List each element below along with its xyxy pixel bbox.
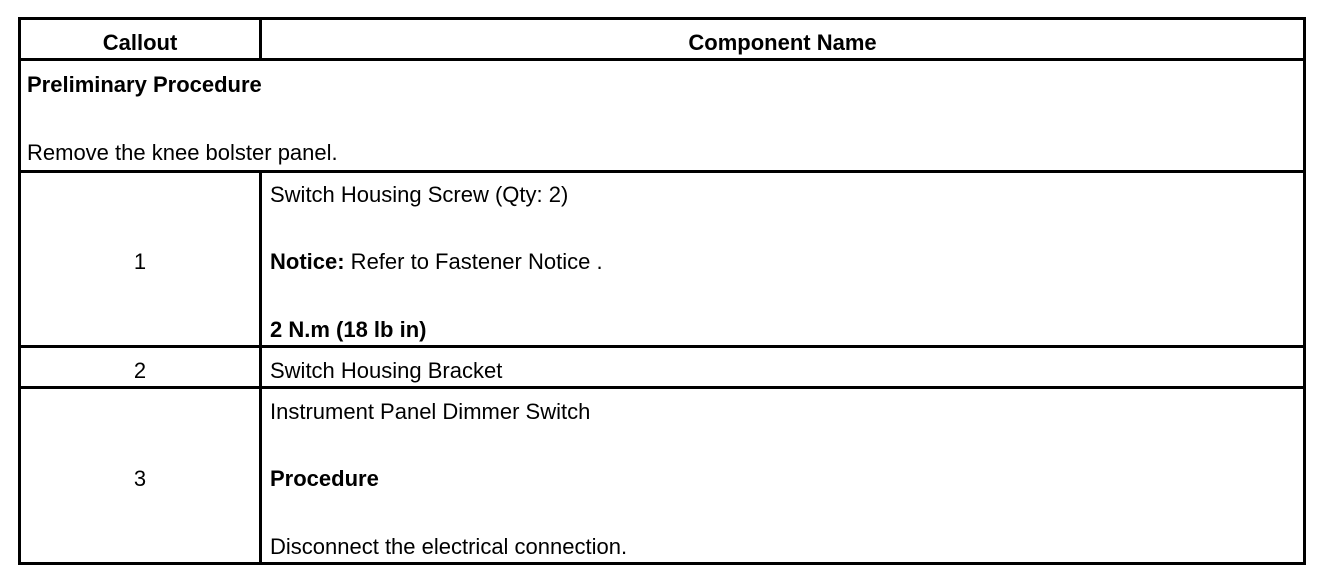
header-component-name: Component Name <box>688 30 877 55</box>
header-callout: Callout <box>102 30 178 55</box>
callout-3: 3 <box>133 466 147 491</box>
row-divider <box>21 58 1303 61</box>
notice-label: Notice: <box>270 249 345 274</box>
component-1-torque: 2 N.m (18 lb in) <box>270 317 427 342</box>
row-divider <box>21 345 1303 348</box>
preliminary-title: Preliminary Procedure <box>27 72 262 97</box>
preliminary-text: Remove the knee bolster panel. <box>27 140 338 165</box>
component-2-name: Switch Housing Bracket <box>270 358 503 383</box>
notice-text: Refer to Fastener Notice . <box>344 249 603 274</box>
component-3-procedure-label: Procedure <box>270 466 379 491</box>
row-divider <box>21 386 1303 389</box>
component-table <box>18 17 1306 565</box>
column-divider <box>259 173 262 562</box>
row-divider <box>21 170 1303 173</box>
component-1-notice <box>270 249 603 275</box>
callout-2: 2 <box>133 358 147 383</box>
component-3-procedure-text: Disconnect the electrical connection. <box>270 534 628 559</box>
component-3-name: Instrument Panel Dimmer Switch <box>270 399 591 424</box>
column-divider <box>259 20 262 58</box>
component-1-name: Switch Housing Screw (Qty: 2) <box>270 182 569 207</box>
callout-1: 1 <box>133 249 147 274</box>
